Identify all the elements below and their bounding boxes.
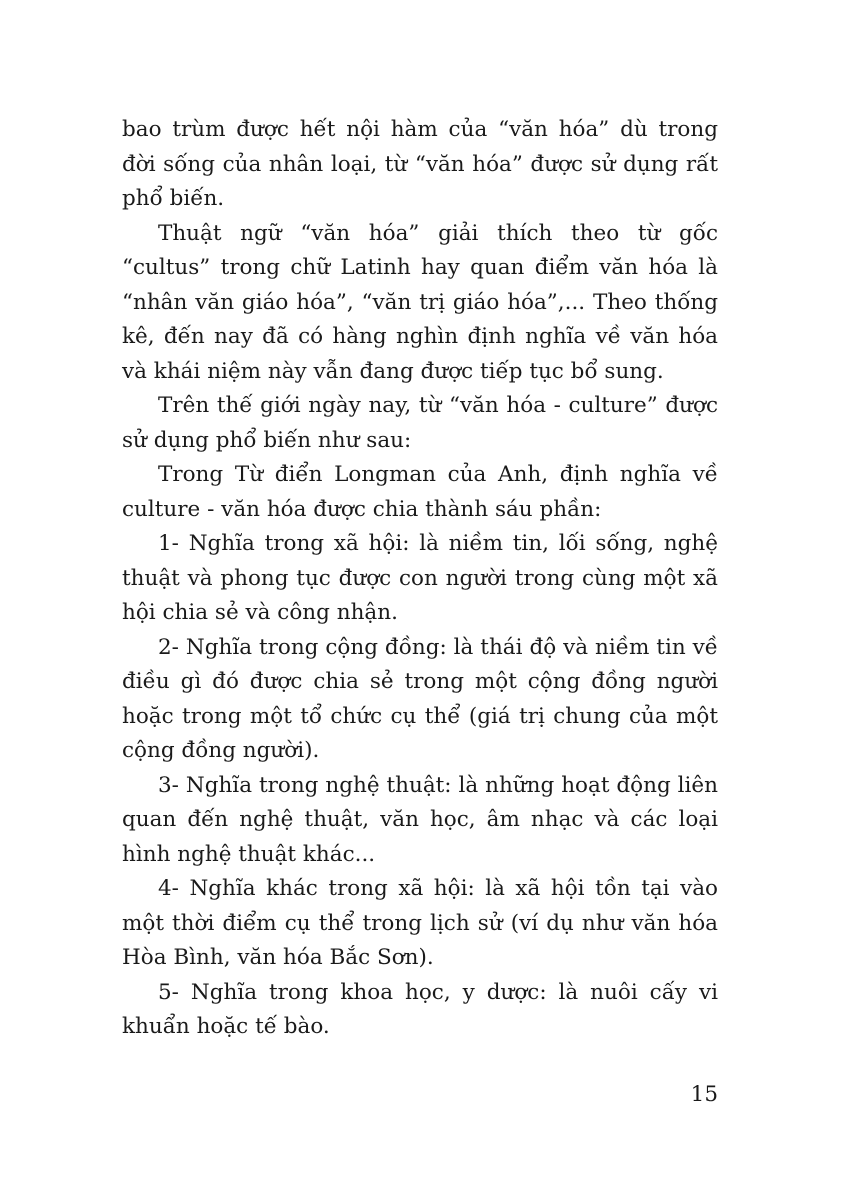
page-number: 15 (690, 1082, 718, 1107)
list-item-meaning-4: 4- Nghĩa khác trong xã hội: là xã hội tồn tại vào một thời điểm cụ thể trong lịch sử (ví dụ như văn hóa Hòa Bình, văn hóa Bắc Sơn). (122, 876, 718, 970)
list-item-meaning-2: 2- Nghĩa trong cộng đồng: là thái độ và niềm tin về điều gì đó được chia sẻ trong một cộng đồng người hoặc trong một tổ chức cụ thể (giá trị chung của một cộng đồng người). (122, 634, 718, 763)
list-item-meaning-1: 1- Nghĩa trong xã hội: là niềm tin, lối sống, nghệ thuật và phong tục được con người trong cùng một xã hội chia sẻ và công nhận. (122, 531, 718, 625)
page-body (122, 113, 718, 1045)
paragraph-longman-intro: Trong Từ điển Longman của Anh, định nghĩa về culture - văn hóa được chia thành sáu phần: (122, 462, 718, 522)
paragraph-continuation: bao trùm được hết nội hàm của “văn hóa” dù trong đời sống của nhân loại, từ “văn hóa” được sử dụng rất phổ biến. (122, 117, 718, 211)
paragraph-term-definition: Thuật ngữ “văn hóa” giải thích theo từ gốc “cultus” trong chữ Latinh hay quan điểm văn hóa là “nhân văn giáo hóa”, “văn trị giáo hóa”,... Theo thống kê, đến nay đã có hàng nghìn định nghĩa về văn hóa và khái niệm này vẫn đang được tiếp tục bổ sung. (122, 220, 718, 384)
list-item-meaning-3: 3- Nghĩa trong nghệ thuật: là những hoạt động liên quan đến nghệ thuật, văn học, âm nhạc và các loại hình nghệ thuật khác... (122, 772, 718, 867)
list-item-meaning-5: 5- Nghĩa trong khoa học, y dược: là nuôi cấy vi khuẩn hoặc tế bào. (122, 979, 718, 1039)
paragraph-world-usage: Trên thế giới ngày nay, từ “văn hóa - culture” được sử dụng phổ biến như sau: (122, 393, 718, 453)
